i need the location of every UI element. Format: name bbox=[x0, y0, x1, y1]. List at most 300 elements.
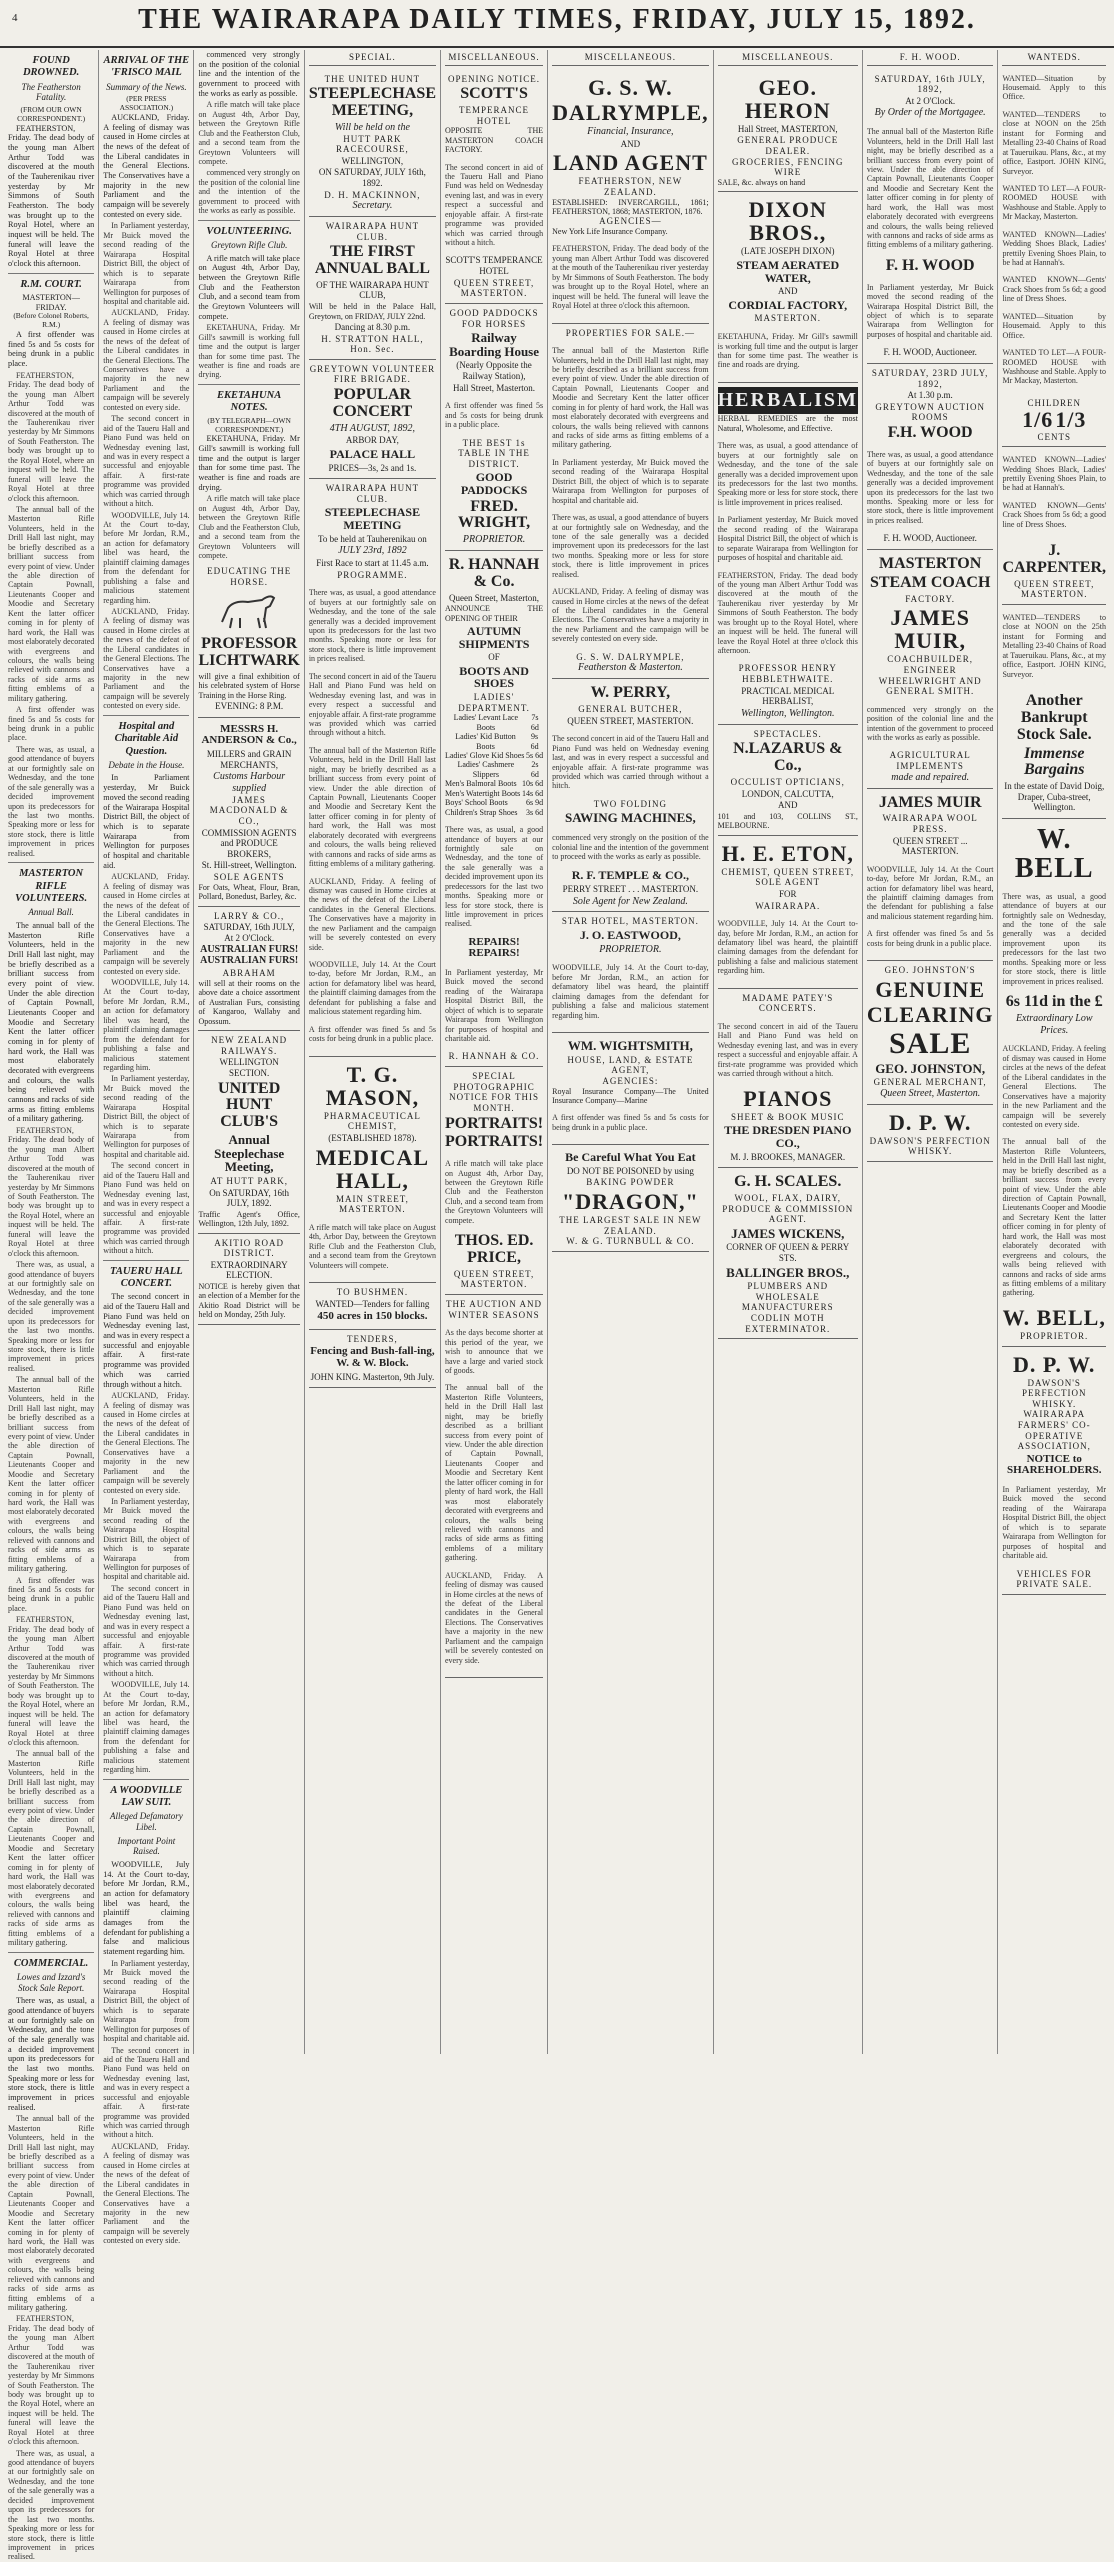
ad-line: F.H. WOOD bbox=[887, 424, 973, 441]
article-text: The second concert in aid of the Taueru Hall and Piano Fund was held on Wednesday evening last, and was in every respect a successful and enjoyable affair. A first-rate programme was provided which was carried through without a hitch. bbox=[103, 1292, 190, 1389]
article-text: AUCKLAND, Friday. A feeling of dismay was caused in Home circles at the news of the defeat of the Liberal candidates in the General Elections. The Conservatives have a majority in the new Parliament and the campaign will be severely contested on every side. bbox=[103, 1391, 190, 1495]
advert-heron bbox=[718, 70, 858, 193]
article-heading: EKETAHUNA NOTES. bbox=[217, 389, 282, 414]
ad-text: There was, as usual, a good attendance of buyers at our fortnightly sale on Wednesday, and the tone of the sale generally was a decided improvement upon its predecessors for the last two months. Speaking more or less for store stock, there is little improvement in prices realised. bbox=[1002, 891, 1107, 986]
ad-line: QUEEN STREET ... MASTERTON. bbox=[892, 835, 968, 857]
ad-line: GOOD PADDOCKS bbox=[460, 470, 528, 497]
ad-line: PORTRAITS! bbox=[444, 1133, 544, 1151]
price-list bbox=[445, 713, 543, 817]
ad-line: Annual Steeplechase Meeting, bbox=[214, 1131, 285, 1175]
advert-carpenter bbox=[1002, 537, 1106, 605]
advert-hunt-ball bbox=[309, 217, 436, 360]
classified-ad: WANTED—Situation by Housemaid. Apply to this Office. bbox=[1002, 73, 1107, 102]
ad-line: GENERAL PRODUCE DEALER. bbox=[737, 135, 839, 157]
ad-line: GOOD PADDOCKS FOR HORSES bbox=[449, 307, 539, 329]
ad-line: H. STRATTON HALL, Hon. Sec. bbox=[321, 333, 424, 355]
article-text: WOODVILLE, July 14. At the Court to-day, before Mr Jordan, R.M., an action for defamatory libel was heard, the plaintiff claiming damages from the defendant for publishing a false and malicious statement regarding him. bbox=[103, 510, 190, 605]
article-text: AUCKLAND, Friday. A feeling of dismay was caused in Home circles at the news of the defeat of the Liberal candidates in the General Elections. The Conservatives have a majority in the new Parliament and the campaign will be severely contested on every side. bbox=[103, 308, 190, 412]
ad-line: AT HUTT PARK, bbox=[210, 1175, 288, 1186]
ad-line: PROGRAMME. bbox=[337, 569, 408, 580]
ad-line: MEDICAL HALL, bbox=[315, 1144, 430, 1193]
ad-line: QUEEN STREET, MASTERTON. bbox=[567, 715, 694, 726]
ad-line: AGENCIES— bbox=[599, 216, 662, 227]
ad-line: F. H. WOOD bbox=[885, 256, 975, 274]
ad-line: J. CARPENTER, bbox=[1002, 542, 1107, 577]
ad-line: Fencing and Bush-fall-ing, W. & W. Block. bbox=[310, 1345, 435, 1370]
ad-line: MAIN STREET, MASTERTON. bbox=[335, 1193, 409, 1215]
article-heading: TAUERU HALL CONCERT. bbox=[110, 1265, 183, 1290]
article-text: In Parliament yesterday, Mr Buick moved the second reading of the Wairarapa Hospital District Bill, the object of which is to separate Wairarapa from Wellington for purposes of hospital and charitable aid. bbox=[103, 1958, 190, 2044]
ad-line: SOLE AGENT bbox=[755, 877, 821, 888]
article-subheading: Annual Ball. bbox=[28, 907, 74, 918]
advert-pianos bbox=[718, 989, 858, 1168]
article-text: The second concert in aid of the Taueru Hall and Piano Fund was held on Wednesday evening last, and was in every respect a successful and enjoyable affair. A first-rate programme was provided which was carried through without a hitch. bbox=[103, 414, 190, 509]
ad-line: DAWSON'S PERFECTION WHISKY. bbox=[1021, 1377, 1087, 1409]
ad-line: will sell at their rooms on the above date a choice assortment of Australian Furs, consisting of Kangaroo, Wallaby and Opossum. bbox=[198, 978, 300, 1026]
ad-line: W. BELL, bbox=[1002, 1304, 1106, 1330]
article-text: EKETAHUNA, Friday. Mr Gill's sawmill is working full time and the output is larger than for some time past. The weather is fine and roads are drying. bbox=[198, 323, 300, 380]
ad-line: WANTED—Tenders for falling bbox=[315, 1298, 430, 1309]
ad-text: There was, as usual, a good attendance of buyers at our fortnightly sale on Wednesday, and the tone of the sale generally was a decided improvement upon its predecessors for the last two months. Speaking more or less for store stock, there is little improvement in prices realised. bbox=[552, 513, 709, 579]
ad-line: JAMES MACDONALD & CO., bbox=[209, 794, 289, 826]
ad-line: QUEEN STREET, MASTERTON. bbox=[453, 277, 535, 299]
ad-line: 1/3 bbox=[1055, 407, 1087, 433]
ad-line: First Race to start at 11.45 a.m. bbox=[316, 558, 429, 569]
article-text: The second concert in aid of the Taueru Hall and Piano Fund was held on Wednesday evening last, and was in every respect a successful and enjoyable affair. A first-rate programme was provided which was carried through without a hitch. bbox=[103, 1161, 190, 1256]
section-heading: MISCELLANEOUS. bbox=[718, 50, 858, 66]
ad-line: THOS. ED. PRICE, bbox=[454, 1232, 534, 1266]
ad-line: T. G. MASON, bbox=[325, 1061, 420, 1110]
advert-hunt-club-meeting bbox=[309, 479, 436, 1056]
ad-line: PROFESSOR LICHTWARK bbox=[198, 635, 300, 670]
ad-line: F. H. WOOD, Auctioneer. bbox=[883, 347, 977, 358]
section-heading: F. H. WOOD. bbox=[867, 50, 994, 66]
ad-line: GREYTOWN VOLUNTEER FIRE BRIGADE. bbox=[309, 363, 436, 385]
ad-line: THE LARGEST SALE IN NEW ZEALAND. bbox=[559, 1215, 702, 1236]
article-subheading: Important Point Raised. bbox=[117, 1835, 176, 1857]
divider bbox=[8, 273, 94, 274]
ad-line: W. & G. TURNBULL & CO. bbox=[566, 1236, 695, 1247]
ad-line: D. P. W. bbox=[1013, 1351, 1096, 1377]
ad-line: J. O. EASTWOOD, bbox=[579, 928, 681, 943]
advert-furs bbox=[198, 907, 299, 1032]
ad-line: OPPOSITE THE MASTERTON COACH FACTORY. bbox=[444, 126, 544, 155]
advert-scotts-hotel bbox=[445, 70, 543, 304]
ad-line: SATURDAY, 16th JULY, At 2 O'Clock. bbox=[203, 922, 295, 943]
ad-line: Traffic Agent's Office, Wellington, 12th July, 1892. bbox=[198, 1209, 300, 1229]
divider bbox=[103, 1260, 189, 1261]
ad-line: R. HANNAH & CO. bbox=[448, 1051, 540, 1062]
ad-line: QUEEN STREET, bbox=[1014, 578, 1095, 589]
ad-line: DAWSON'S PERFECTION WHISKY. bbox=[869, 1135, 991, 1157]
ad-line: CODLIN MOTH EXTERMINATOR. bbox=[745, 1313, 831, 1334]
ad-text: WOODVILLE, July 14. At the Court to-day, before Mr Jordan, R.M., an action for defamatory libel was heard, the plaintiff claiming damages from the defendant for publishing a false and malicious statement regarding him. bbox=[866, 864, 994, 921]
column-9 bbox=[997, 50, 1110, 2054]
ad-line: WOOL, FLAX, DAIRY, PRODUCE & COMMISSION AGENT. bbox=[722, 1192, 854, 1225]
advert-perry-butcher bbox=[552, 679, 709, 912]
ad-line: At 1.30 p.m. bbox=[907, 390, 953, 401]
ad-text: EKETAHUNA, Friday. Mr Gill's sawmill is working full time and the output is larger than for some time past. The weather is fine and roads are drying. bbox=[717, 332, 858, 370]
ad-line: SATURDAY, 16th JULY, 1892, bbox=[874, 73, 986, 95]
article-text: A first offender was fined 5s and 5s costs for being drunk in a public place. bbox=[8, 330, 95, 369]
list-item: Men's Balmoral Boots 10s 6d bbox=[444, 779, 544, 789]
ad-line: EVENING: 8 P.M. bbox=[215, 701, 284, 712]
ad-line: VEHICLES FOR PRIVATE SALE. bbox=[1016, 1568, 1093, 1590]
ad-text: commenced very strongly on the position of the colonial line and the intention of the government to proceed with the works as early as possible. bbox=[552, 833, 709, 861]
ad-line: TEMPERANCE HOTEL bbox=[459, 105, 530, 126]
advert-dalrymple bbox=[552, 70, 709, 324]
ad-line: THE BEST 1s TABLE IN THE DISTRICT. bbox=[458, 437, 530, 469]
ad-line: Financial, Insurance, bbox=[587, 125, 674, 137]
dateline: (PER PRESS ASSOCIATION.) bbox=[119, 94, 174, 113]
ad-line: G. S. W. DALRYMPLE, bbox=[576, 651, 685, 662]
section-heading: MISCELLANEOUS. bbox=[445, 50, 543, 66]
ad-text: FEATHERSTON, Friday. The dead body of the young man Albert Arthur Todd was discovered at the mouth of the Tauherenikau river yesterday by Mr Simmons of South Featherston. The body was brought up to the Royal Hotel, where an inquest will be held. The funeral will leave the Royal Hotel at three o'clock this afternoon. bbox=[552, 244, 709, 311]
ad-text: AUCKLAND, Friday. A feeling of dismay was caused in Home circles at the news of the defeat of the Liberal candidates in the General Elections. The Conservatives have a majority in the new Parliament and the campaign will be severely contested on every side. bbox=[552, 587, 709, 644]
column-7 bbox=[713, 50, 862, 2054]
advert-eton bbox=[718, 836, 858, 989]
ad-line: To be held at Tauherenikau on bbox=[318, 533, 427, 544]
article-text: WOODVILLE, July 14. At the Court to-day, before Mr Jordan, R.M., an action for defamatory libel was heard, the plaintiff claiming damages from the defendant for publishing a false and malicious statement regarding him. bbox=[103, 978, 190, 1072]
ad-line: 450 acres in 150 blocks. bbox=[317, 1310, 428, 1323]
ad-line: COACHBUILDER, ENGINEER WHEELWRIGHT AND GENERAL SMITH. bbox=[878, 654, 982, 697]
article-text: AUCKLAND, Friday. A feeling of dismay was caused in Home circles at the news of the defeat of the Liberal candidates in the General Elections. The Conservatives have a majority in the new Parliament and the campaign will be severely contested on every side. bbox=[103, 606, 190, 711]
ad-line: On SATURDAY, 16th JULY, 1892. bbox=[209, 1187, 290, 1209]
advert-horse-training bbox=[198, 562, 299, 717]
ad-line: MADAME PATEY'S CONCERTS. bbox=[742, 992, 834, 1014]
ad-line: DO NOT BE POISONED by using bbox=[566, 1165, 694, 1176]
ad-line: "DRAGON," bbox=[562, 1189, 699, 1215]
advert-hannah-boots bbox=[445, 551, 543, 1067]
ad-line: G. S. W. bbox=[588, 74, 673, 100]
ad-line: GEO. JOHNSTON'S bbox=[884, 965, 976, 976]
ad-text: The second concert in aid of the Taueru Hall and Piano Fund was held on Wednesday evening last, and was in every respect a successful and enjoyable affair. A first-rate programme was provided which was carried through without a hitch. bbox=[308, 671, 436, 738]
ad-line: BALLINGER BROS., bbox=[726, 1264, 850, 1280]
article-heading: A WOODVILLE LAW SUIT. bbox=[110, 1784, 183, 1809]
ad-line: PALACE HALL bbox=[329, 447, 416, 462]
ad-line: SCOTT'S TEMPERANCE HOTEL bbox=[445, 255, 543, 277]
masthead bbox=[0, 0, 1114, 48]
ad-line: Featherston & Masterton. bbox=[578, 662, 683, 674]
ad-text: A first offender was fined 5s and 5s costs for being drunk in a public place. bbox=[444, 401, 544, 430]
ad-text: A first offender was fined 5s and 5s costs for being drunk in a public place. bbox=[308, 1024, 436, 1044]
ad-line: GREYTOWN AUCTION ROOMS bbox=[875, 401, 985, 423]
ad-line: PROFESSOR HENRY HEBBLETHWAITE. bbox=[738, 663, 837, 685]
ad-text: There was, as usual, a good attendance of buyers at our fortnightly sale on Wednesday, and the tone of the sale generally was a decided improvement upon its predecessors for the last two months. Speaking more or less for store stock, there is little improvement in prices realised. bbox=[866, 449, 994, 525]
article-text: There was, as usual, a good attendance of buyers at our fortnightly sale on Wednesday, and the tone of the sale generally was a decided improvement upon its predecessors for the last two months. Speaking more or less for store stock, there is little improvement in prices realised. bbox=[8, 1260, 95, 1373]
advert-dixon bbox=[718, 192, 858, 383]
ad-text: In Parliament yesterday, Mr Buick moved the second reading of the Wairarapa Hospital District Bill, the object of which is to separate Wairarapa from Wellington for purposes of hospital and charitable aid. bbox=[866, 282, 994, 339]
ad-line: CHILDREN bbox=[1027, 397, 1081, 408]
dateline: (FROM OUR OWN CORRESPONDENT.) bbox=[17, 104, 86, 123]
ad-line: THE UNITED HUNT bbox=[324, 73, 421, 84]
advert-akitio bbox=[198, 1234, 299, 1325]
advert-whisky bbox=[867, 1105, 994, 1162]
ad-line: H. E. ETON, bbox=[721, 840, 854, 866]
article-heading: R.M. COURT. bbox=[20, 278, 82, 290]
advert-wightsmith bbox=[552, 1033, 709, 1145]
ad-line: Extraordinary Low Prices. bbox=[1015, 1012, 1093, 1036]
ad-line: In the estate of David Doig, Draper, Cuba-street, Wellington. bbox=[1004, 781, 1105, 813]
article-subheading: Greytown Rifle Club. bbox=[210, 239, 288, 250]
ad-line: M. J. BROOKES, MANAGER. bbox=[730, 1151, 846, 1162]
article-text: In Parliament yesterday, Mr Buick moved the second reading of the Wairarapa Hospital District Bill, the object of which is to separate Wairarapa from Wellington for purposes of hospital and charitable aid. bbox=[103, 1074, 190, 1159]
article-text: There was, as usual, a good attendance of buyers at our fortnightly sale on Wednesday, and the tone of the sale generally was a decided improvement upon its predecessors for the last two months. Speaking more or less for store stock, there is little improvement in prices realised. bbox=[8, 1996, 95, 2112]
ad-line: JULY 23rd, 1892 bbox=[338, 545, 407, 557]
section-heading: SPECIAL. bbox=[309, 50, 436, 66]
classified-ad: WANTED KNOWN—Ladies' Wedding Shoes Black, Ladies' prettily Evening Shoes Plain, to be had at Hannah's. bbox=[1002, 455, 1107, 493]
ad-line: FRED. WRIGHT, bbox=[457, 497, 531, 532]
ad-line: TENDERS, bbox=[347, 1333, 398, 1344]
article-text: The annual ball of the Masterton Rifle Volunteers, held in the Drill Hall last night, may be briefly described as a brilliant success from every point of view. Under the able direction of Captain Pownall, Lieutenants Cooper and Moodie and Secretary Kent the latter officer coming in for plenty of hard work, the Hall was most elaborately decorated with evergreens and colours, the walls being relieved with cannons and racks of side arms as fitting emblems of a military gathering. bbox=[8, 1749, 95, 1948]
ad-line: GEO. HERON bbox=[744, 74, 831, 123]
ad-line: EDUCATING THE HORSE. bbox=[207, 566, 292, 588]
advert-portraits bbox=[445, 1067, 543, 1295]
ad-line: GENUINE bbox=[875, 976, 985, 1002]
ad-line: OF bbox=[488, 652, 500, 663]
column-1 bbox=[4, 50, 98, 2562]
list-item: Ladies' Levant Lace Boots 7s 6d bbox=[453, 713, 539, 732]
ad-line: WM. WIGHTSMITH, bbox=[567, 1038, 693, 1054]
list-item: Ladies' Cashmere Slippers 2s 6d bbox=[457, 760, 539, 779]
ad-line: AND bbox=[778, 286, 798, 297]
article-text: There was, as usual, a good attendance of buyers at our fortnightly sale on Wednesday, and the tone of the sale generally was a decided improvement upon its predecessors for the last two months. Speaking more or less for store stock, there is little improvement in prices realised. bbox=[8, 744, 95, 858]
ad-line: DIXON BROS., bbox=[748, 197, 827, 246]
dateline: (Before Colonel Roberts, R.M.) bbox=[13, 311, 89, 330]
advert-scales-wickens-ballinger bbox=[718, 1168, 858, 1339]
ad-text: WOODVILLE, July 14. At the Court to-day, before Mr Jordan, R.M., an action for defamatory libel was heard, the plaintiff claiming damages from the defendant for publishing a false and malicious statement regarding him. bbox=[308, 960, 436, 1017]
ad-line: SCOTT'S bbox=[460, 85, 528, 103]
ad-line: Hall Street, MASTERTON, bbox=[737, 123, 838, 134]
ad-line: OCCULIST OPTICIANS, bbox=[730, 776, 845, 787]
ad-line: MASTERTON bbox=[879, 554, 982, 572]
ad-line: NEW ZEALAND RAILWAYS. bbox=[211, 1035, 288, 1056]
article-text: FEATHERSTON, Friday. The dead body of the young man Albert Arthur Todd was discovered at the mouth of the Tauherenikau river yesterday by Mr Simmons of South Featherston. The body was brought up to the Royal Hotel, where an inquest will be held. The funeral will leave the Royal Hotel at three o'clock this afternoon. bbox=[8, 1125, 95, 1258]
columns bbox=[4, 50, 1110, 2562]
advert-wood-auction-1 bbox=[867, 70, 994, 364]
ad-line: F. H. WOOD, Auctioneer. bbox=[883, 533, 977, 544]
ad-line: HOUSE, LAND, & ESTATE AGENT, bbox=[567, 1054, 694, 1076]
advert-baking-powder bbox=[552, 1145, 709, 1252]
ad-line: COMMISSION AGENTS and PRODUCE BROKERS, bbox=[201, 827, 297, 859]
ad-line: Wellington, Wellington. bbox=[741, 707, 835, 719]
ad-line: Queen Street, Masterton. bbox=[880, 1087, 981, 1099]
ad-line: HERBALISM bbox=[718, 387, 858, 415]
ad-line: (Nearly Opposite the Railway Station), bbox=[456, 360, 532, 382]
list-item: Men's Watertight Boots 14s 6d bbox=[444, 788, 544, 798]
article-text: A rifle match will take place on August 4th, Arbor Day, between the Greytown Rifle Club and the Featherston Club, and a second team from the Greytown Volunteers will compete. bbox=[198, 494, 300, 561]
ad-line: PROPRIETOR. bbox=[599, 943, 662, 955]
advert-lazarus-spectacles bbox=[718, 725, 858, 836]
ad-line: will give a final exhibition of his celebrated system of Horse Training in the Horse Ring. bbox=[198, 671, 300, 700]
advert-wool-press bbox=[867, 789, 994, 962]
divider bbox=[198, 384, 299, 385]
ad-line: LADIES' DEPARTMENT. bbox=[458, 692, 530, 713]
ad-text: In Parliament yesterday, Mr Buick moved the second reading of the Wairarapa Hospital District Bill, the object of which is to separate Wairarapa from Wellington for purposes of hospital and charitable aid. bbox=[444, 967, 544, 1044]
ad-line: New York Life Insurance Company. bbox=[552, 227, 668, 236]
article-text: AUCKLAND, Friday. A feeling of dismay was caused in Home circles at the news of the defeat of the Liberal candidates in the General Elections. The Conservatives have a majority in the new Parliament and the campaign will be severely contested on every side. bbox=[103, 872, 190, 976]
column-3 bbox=[193, 50, 303, 2054]
ad-line: W. BELL bbox=[1014, 823, 1094, 885]
ad-line: ON SATURDAY, JULY 16th, 1892. bbox=[318, 167, 426, 189]
ad-line: STEAM COACH bbox=[869, 573, 991, 591]
ad-line: MASTERTON. bbox=[754, 313, 822, 324]
ad-text: A first offender was fined 5s and 5s costs for being drunk in a public place. bbox=[552, 1113, 709, 1132]
advert-mason-chemist bbox=[309, 1057, 436, 1284]
article-text: WOODVILLE, July 14. At the Court to-day, before Mr Jordan, R.M., an action for defamatory libel was heard, the plaintiff claiming damages from the defendant for publishing a false and malicious statement regarding him. bbox=[103, 1859, 190, 1956]
list-item: Ladies' Glove Kid Shoes 5s 6d bbox=[444, 751, 544, 760]
classified-ad: WANTED TO LET—A FOUR-ROOMED HOUSE with Washhouse and Stable. Apply to Mr Mackay, Masterton. bbox=[1002, 183, 1107, 222]
article-subheading: Summary of the News. bbox=[106, 81, 187, 92]
ad-line: N.LAZARUS & Co., bbox=[733, 740, 843, 775]
ad-line: 6s 11d in the £ bbox=[1005, 993, 1103, 1011]
article-heading: COMMERCIAL. bbox=[13, 1957, 89, 1969]
ad-line: BAKING POWDER bbox=[586, 1177, 675, 1188]
ad-line: SALE, &c. always on hand bbox=[717, 177, 806, 187]
ad-text: A rifle match will take place on August 4th, Arbor Day, between the Greytown Rifle Club and the Featherston Club, and a second team from the Greytown Volunteers will compete. bbox=[444, 1159, 544, 1225]
article-text: There was, as usual, a good attendance of buyers at our fortnightly sale on Wednesday, and the tone of the sale generally was a decided improvement upon its predecessors for the last two months. Speaking more or less for store stock, there is little improvement in prices realised. bbox=[8, 2448, 95, 2562]
ad-line: CORNER OF QUEEN & PERRY STS. bbox=[726, 1242, 850, 1263]
ad-line: MESSRS H. ANDERSON & Co., bbox=[201, 722, 297, 747]
article-text: A first offender was fined 5s and 5s costs for being drunk in a public place. bbox=[8, 705, 95, 743]
ad-line: 4TH AUGUST, 1892, bbox=[329, 422, 415, 434]
ad-line: GENERAL BUTCHER, bbox=[578, 704, 683, 714]
ad-line: SALE bbox=[888, 1027, 972, 1061]
ad-text: The annual ball of the Masterton Rifle Volunteers, held in the Drill Hall last night, may be briefly described as a brilliant success from every point of view. Under the able direction of Captain Pownall, Lieutenants Cooper and Moodie and Secretary Kent the latter officer coming in for plenty of hard work, the Hall was most elaborately decorated with evergreens and colours, the walls being relieved with cannons and racks of side arms as fitting emblems of a military gathering. bbox=[552, 346, 709, 450]
ad-line: PHARMACEUTICAL CHEMIST, bbox=[323, 1110, 421, 1132]
ad-line: Be Careful What You Eat bbox=[565, 1150, 696, 1165]
article-text: EKETAHUNA, Friday. Mr Gill's sawmill is working full time and the output is larger than for some time past. The weather is fine and roads are drying. bbox=[198, 434, 300, 492]
ad-line: TO BUSHMEN. bbox=[336, 1287, 409, 1298]
dateline: (BY TELEGRAPH—OWN CORRESPONDENT.) bbox=[207, 415, 291, 434]
advert-herbalism bbox=[718, 383, 858, 725]
column-5 bbox=[440, 50, 547, 2054]
section-heading: MISCELLANEOUS. bbox=[552, 50, 709, 66]
article-text: commenced very strongly on the position of the colonial line and the intention of the government to proceed with the works as early as possible. bbox=[198, 168, 300, 216]
ad-line: WAIRARAPA. bbox=[755, 900, 821, 911]
ad-line: Immense Bargains bbox=[1024, 744, 1085, 779]
ad-line: ESTABLISHED: INVERCARGILL, 1861; FEATHERSTON, 1868; MASTERTON, 1876. bbox=[552, 197, 709, 216]
article-text: A rifle match will take place on August 4th, Arbor Day, between the Greytown Rifle Club and the Featherston Club, and a second team from the Greytown Volunteers will compete. bbox=[198, 100, 300, 166]
ad-line: D. H. MACKINNON, bbox=[324, 189, 421, 200]
article-heading: ARRIVAL OF THE 'FRISCO MAIL bbox=[103, 55, 190, 79]
classified-ad: WANTED—Situation by Housemaid. Apply to this Office. bbox=[1002, 311, 1107, 340]
ad-line: AGENCIES: bbox=[602, 1075, 659, 1086]
ad-line: made and repaired. bbox=[891, 771, 970, 783]
article-text: The annual ball of the Masterton Rifle Volunteers, held in the Drill Hall last night, may be briefly described as a brilliant success from every point of view. Under the able direction of Captain Pownall, Lieutenants Cooper and Moodie and Secretary Kent the latter officer coming in for plenty of hard work, the Hall was most elaborately decorated with evergreens and colours, the walls being relieved with cannons and racks of side arms as fitting emblems of a military gathering. bbox=[8, 504, 95, 703]
ad-line: ANNOUNCE THE OPENING OF THEIR bbox=[444, 604, 544, 623]
ad-line: EXTRAORDINARY ELECTION. bbox=[210, 1259, 288, 1281]
advert-properties bbox=[552, 324, 709, 680]
divider bbox=[198, 220, 299, 221]
ad-line: 1/6 bbox=[1022, 407, 1054, 433]
ad-line: PRACTICAL MEDICAL HERBALIST, bbox=[741, 685, 835, 707]
ad-text: As the days become shorter at this period of the year, we wish to announce that we have a large and varied stock of goods. bbox=[444, 1328, 544, 1375]
article-text: commenced very strongly on the position of the colonial line and the intention of the government to proceed with the works as early as possible. bbox=[198, 50, 300, 98]
ad-line: STEEPLECHASE MEETING, bbox=[308, 85, 436, 120]
ad-line: By Order of the Mortgagee. bbox=[874, 107, 986, 119]
ad-line: Sole Agent for New Zealand. bbox=[572, 895, 688, 907]
ad-line: Customs Harbour supplied bbox=[213, 771, 286, 794]
ad-line: CLEARING bbox=[866, 1001, 994, 1027]
ad-text: The second concert in aid of the Taueru Hall and Piano Fund was held on Wednesday evening last, and was in every respect a successful and enjoyable affair. A first-rate programme was provided which was carried through without a hitch. bbox=[717, 1022, 858, 1079]
ad-line: D. P. W. bbox=[888, 1109, 972, 1135]
advert-steam-coach bbox=[867, 550, 994, 789]
article-text: WOODVILLE, July 14. At the Court to-day, before Mr Jordan, R.M., an action for defamatory libel was heard, the plaintiff claiming damages from the defendant for publishing a false and malicious statement regarding him. bbox=[103, 1680, 190, 1775]
ad-line: GROCERIES, FENCING WIRE bbox=[731, 156, 844, 178]
article-text: In Parliament yesterday, Mr Buick moved the second reading of the Wairarapa Hospital District Bill, the object of which is to separate Wairarapa from Wellington for purposes of hospital and charitable aid. bbox=[103, 773, 190, 870]
ad-line: JAMES WICKENS, bbox=[731, 1225, 845, 1241]
ad-line: PLUMBERS AND WHOLESALE MANUFACTURERS bbox=[741, 1281, 834, 1313]
masthead-title: THE WAIRARAPA DAILY TIMES, FRIDAY, JULY 15, 1892. bbox=[138, 4, 976, 35]
ad-line: LARRY & CO., bbox=[214, 910, 285, 921]
ad-line: STEEPLECHASE MEETING bbox=[324, 505, 421, 533]
classified-ad: WANTED TO LET—A FOUR-ROOMED HOUSE with Washhouse and Stable. Apply to Mr Mackay, Masterton. bbox=[1002, 348, 1107, 386]
article-text: AUCKLAND, Friday. A feeling of dismay was caused in Home circles at the news of the defeat of the Liberal candidates in the General Elections. The Conservatives have a majority in the new Parliament and the campaign will be severely contested on every side. bbox=[103, 113, 190, 219]
ad-text: There was, as usual, a good attendance of buyers at our fortnightly sale on Wednesday, and the tone of the sale generally was a decided improvement upon its predecessors for the last two months. Speaking more or less for store stock, there is little improvement in prices realised. bbox=[717, 441, 858, 507]
article-text: FEATHERSTON, Friday. The dead body of the young man Albert Arthur Todd was discovered at the mouth of the Tauherenikau river yesterday by Mr Simmons of South Featherston. The body was brought up to the Royal Hotel, where an inquest will be held. The funeral will leave the Royal Hotel at three o'clock this afternoon. bbox=[8, 2314, 95, 2447]
ad-line: NOTICE to SHAREHOLDERS. bbox=[1007, 1452, 1102, 1477]
ad-line: MASTERTON. bbox=[1020, 589, 1088, 600]
ad-line: QUEEN STREET, MASTERTON. bbox=[453, 1268, 535, 1290]
ad-text: In Parliament yesterday, Mr Buick moved the second reading of the Wairarapa Hospital District Bill, the object of which is to separate Wairarapa from Wellington for purposes of hospital and charitable aid. bbox=[717, 515, 858, 563]
ad-text: A first offender was fined 5s and 5s costs for being drunk in a public place. bbox=[866, 929, 994, 948]
article-text: FEATHERSTON, Friday. The dead body of the young man Albert Arthur Todd was discovered at the mouth of the Tauherenikau river yesterday by Mr Simmons of South Featherston. The body was brought up to the Royal Hotel, where an inquest will be held. The funeral will leave the Royal Hotel at three o'clock this afternoon. bbox=[8, 370, 95, 503]
ad-line: WAIRARAPA FARMERS' CO-OPERATIVE ASSOCIATION, bbox=[1017, 1409, 1091, 1452]
ad-text: The annual ball of the Masterton Rifle Volunteers, held in the Drill Hall last night, may be briefly described as a brilliant success from every point of view. Under the able direction of Captain Pownall, Lieutenants Cooper and Moodie and Secretary Kent the latter officer coming in for plenty of hard work, the Hall was most elaborately decorated with evergreens and colours, the walls being relieved with cannons and racks of side arms as fitting emblems of a military gathering. bbox=[308, 745, 436, 869]
advert-hunt-steeplechase bbox=[309, 70, 436, 217]
ad-text: The annual ball of the Masterton Rifle Volunteers, held in the Drill Hall last night, may be briefly described as a brilliant success from every point of view. Under the able direction of Captain Pownall, Lieutenants Cooper and Moodie and Secretary Kent the latter officer coming in for plenty of hard work, the Hall was most elaborately decorated with evergreens and colours, the walls being relieved with cannons and racks of side arms as fitting emblems of a military gathering. bbox=[866, 127, 994, 250]
ad-line: Royal Insurance Company—The United Insurance Company—Marine bbox=[552, 1086, 709, 1105]
ad-line: ABRAHAM bbox=[222, 968, 276, 979]
ad-text: There was, as usual, a good attendance of buyers at our fortnightly sale on Wednesday, and the tone of the sale generally was a decided improvement upon its predecessors for the last two months. Speaking more or less for store stock, there is little improvement in prices realised. bbox=[308, 588, 436, 664]
article-text: FEATHERSTON, Friday. The dead body of the young man Albert Arthur Todd was discovered at the mouth of the Tauherenikau river yesterday by Mr Simmons of South Featherston. The body was brought up to the Royal Hotel, where an inquest will be held. The funeral will leave the Royal Hotel at three o'clock this afternoon. bbox=[8, 123, 95, 269]
ad-line: OF THE WAIRARAPA HUNT CLUB, bbox=[316, 279, 429, 301]
advert-bankrupt-stock bbox=[1002, 687, 1106, 819]
column-4 bbox=[304, 50, 440, 2054]
ad-line: Queen Street, Masterton, bbox=[449, 592, 540, 603]
ad-line: AND bbox=[778, 800, 798, 811]
ad-line: SPECIAL PHOTOGRAPHIC NOTICE FOR THIS MONTH. bbox=[449, 1071, 539, 1113]
ad-line: FACTORY. bbox=[905, 593, 956, 604]
page-number: 4 bbox=[12, 12, 19, 24]
ad-line: SATURDAY, 23RD JULY, 1892, bbox=[871, 367, 989, 389]
ad-line: Dancing at 8.30 p.m. bbox=[334, 321, 411, 332]
advert-boarding-house bbox=[445, 304, 543, 551]
ad-text: The second concert in aid of the Taueru Hall and Piano Fund was held on Wednesday evening last, and was in every respect a successful and enjoyable affair. A first-rate programme was provided which was carried through without a hitch. bbox=[552, 734, 709, 791]
ad-text: The annual ball of the Masterton Rifle Volunteers, held in the Drill Hall last night, may be briefly described as a brilliant success from every point of view. Under the able direction of Captain Pownall, Lieutenants Cooper and Moodie and Secretary Kent the latter officer coming in for plenty of hard work, the Hall was most elaborately decorated with evergreens and colours, the walls being relieved with cannons and racks of side arms as fitting emblems of a military gathering. bbox=[1002, 1137, 1107, 1298]
ad-line: AND bbox=[620, 138, 641, 149]
article-subheading: The Featherston Fatality. bbox=[21, 81, 81, 103]
ad-line: PROPRIETOR. bbox=[1020, 1330, 1089, 1341]
section-heading: WANTEDS. bbox=[1002, 50, 1106, 66]
ad-line: R. F. TEMPLE & CO., bbox=[571, 868, 690, 883]
ad-line: NOTICE is hereby given that an election of a Member for the Akitio Road District will be held on Monday, 25th July. bbox=[198, 1282, 300, 1320]
ad-line: Railway Boarding House bbox=[449, 330, 540, 359]
ad-line: Will be held on the bbox=[334, 121, 410, 133]
ad-line: DALRYMPLE, bbox=[552, 99, 709, 125]
article-text: In Parliament yesterday, Mr Buick moved the second reading of the Wairarapa Hospital District Bill, the object of which is to separate Wairarapa from Wellington for purposes of hospital and charitable aid. bbox=[103, 1496, 190, 1582]
article-heading: Hospital and Charitable Aid Question. bbox=[114, 720, 179, 757]
ad-line: HUTT PARK RACECOURSE, bbox=[336, 133, 409, 155]
divider bbox=[103, 715, 189, 716]
ad-line: WAIRARAPA HUNT CLUB. bbox=[325, 483, 420, 504]
ad-line: (ESTABLISHED 1878). bbox=[328, 1132, 417, 1143]
ad-line: SPECTACLES. bbox=[753, 728, 822, 739]
ad-line: POPULAR CONCERT bbox=[332, 386, 413, 420]
ad-line: Another Bankrupt Stock Sale. bbox=[1016, 692, 1092, 743]
ad-text: FEATHERSTON, Friday. The dead body of the young man Albert Arthur Todd was discovered at the mouth of the Tauherenikau river yesterday by Mr Simmons of South Featherston. The body was brought up to the Royal Hotel, where an inquest will be held. The funeral will leave the Royal Hotel at three o'clock this afternoon. bbox=[717, 570, 858, 656]
